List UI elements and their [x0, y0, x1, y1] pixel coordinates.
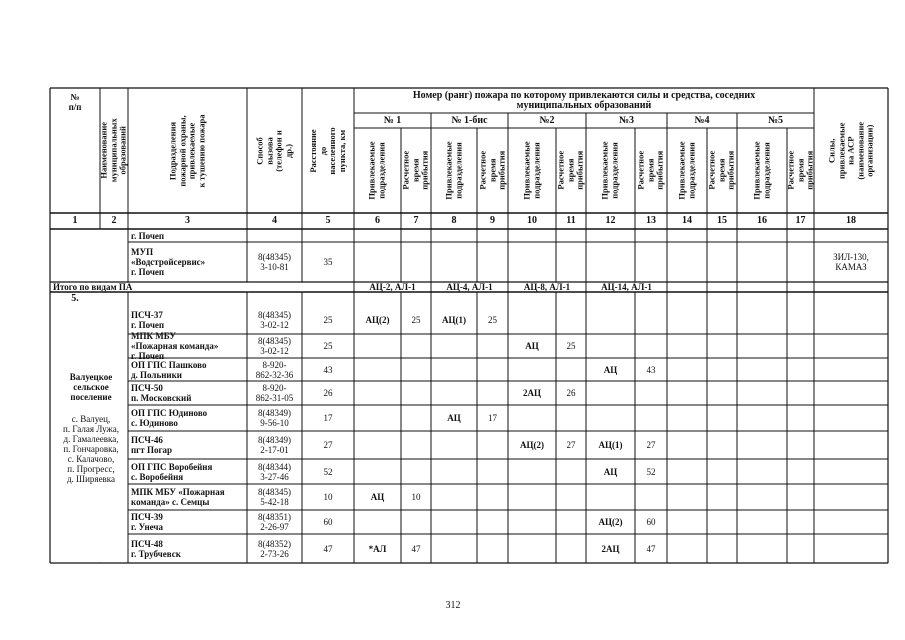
- header-sub-units-label: Привлекаемые подразделения: [751, 141, 771, 200]
- header-sub-time-label: Расчетное время прибытия: [785, 150, 815, 191]
- rank-cell-c11: 25: [566, 341, 576, 351]
- fire-unit-phone: 8(48344) 3-27-46: [258, 461, 291, 482]
- rank-cell-c10: АЦ(2): [520, 440, 544, 450]
- fire-unit-name: ПСЧ-48 г. Трубчевск: [131, 538, 181, 559]
- fire-unit-distance: 17: [323, 413, 333, 423]
- column-number-7: 7: [413, 215, 419, 226]
- rank-cell-c12: 2АЦ: [601, 543, 620, 554]
- rank-cell-c13: 60: [646, 517, 656, 527]
- fire-unit-distance: 43: [323, 364, 333, 375]
- fire-unit-distance: 60: [323, 517, 333, 527]
- header-sub-units-label: Привлекаемые подразделения: [443, 141, 463, 200]
- fire-unit-name: ОП ГПС Пашково д. Польники: [131, 359, 207, 380]
- header-sub-time-label: Расчетное время прибытия: [706, 150, 736, 191]
- header-sub-time: [635, 128, 667, 213]
- rank-cell-c8: АЦ: [447, 413, 461, 423]
- fire-unit-name: ПСЧ-37 г. Почеп: [131, 310, 165, 330]
- column-number-13: 13: [646, 215, 656, 226]
- rank-cell-c8: АЦ(1): [442, 315, 466, 325]
- rank-cell-c7: 25: [411, 315, 421, 325]
- column-number-3: 3: [185, 215, 190, 226]
- header-sub-units: [431, 128, 477, 213]
- rank-cell-c12: АЦ: [603, 364, 618, 375]
- rank-cell-c9: 17: [488, 413, 497, 423]
- fire-unit-name: ПСЧ-46 пгт Погар: [131, 435, 173, 455]
- header-asr-forces-label: Силы, привлекаемые на АСР (наименование организации): [826, 121, 875, 180]
- header-sub-time: [556, 128, 586, 213]
- rank-cell-c13: 52: [646, 466, 656, 477]
- header-distance-label: Расстояние до населенного пункта, км: [308, 126, 347, 175]
- fire-unit-name: ОП ГПС Воробейня с. Воробейня: [131, 461, 213, 482]
- fire-unit-phone: 8(48345) 5-42-18: [258, 487, 291, 507]
- header-rank-3: №2: [539, 114, 555, 126]
- header-municipalities-label: Наименование муниципальных образований: [98, 118, 128, 183]
- header-sub-time: [401, 128, 431, 213]
- column-number-8: 8: [451, 215, 457, 226]
- rank-cell-c13: 43: [646, 364, 656, 375]
- totals-rank-1bis: АЦ-4, АЛ-1: [446, 282, 493, 292]
- rank-cell-c13: 47: [646, 543, 656, 554]
- totals-rank-2: АЦ-8, АЛ-1: [523, 282, 571, 292]
- column-number-17: 17: [795, 215, 806, 226]
- rank-cell-c11: 27: [566, 440, 576, 450]
- column-number-1: 1: [72, 215, 78, 226]
- header-sub-time: [477, 128, 508, 213]
- header-rank-6: №5: [767, 114, 784, 126]
- fire-unit-distance: 47: [323, 543, 333, 554]
- header-sub-units: [354, 128, 401, 213]
- fire-unit-distance: 25: [323, 315, 333, 325]
- header-fire-units-label: Подразделения пожарной охраны, привлекаемые к тушению пожара: [167, 113, 206, 188]
- header-rank-5: №4: [694, 114, 710, 126]
- header-sub-time-label: Расчетное время прибытия: [635, 150, 665, 191]
- column-number-10: 10: [527, 215, 537, 226]
- fire-unit-phone: 8(48352) 2-73-26: [258, 538, 291, 559]
- totals-rank-3: АЦ-14, АЛ-1: [601, 282, 652, 292]
- section-municipality-places: с. Валуец, п. Галая Лужа, д. Гамалеевка, п. Гончаровка, с. Калачово, п. Прогресс, д. Ширяевка: [63, 414, 119, 484]
- header-call-method: [247, 88, 302, 213]
- section-municipality-name: Валуецкое сельское поселение: [69, 372, 113, 402]
- header-sub-units-label: Привлекаемые подразделения: [600, 141, 620, 200]
- fire-unit-distance: 10: [323, 492, 333, 502]
- header-sub-time: [707, 128, 737, 213]
- rank-cell-c11: 26: [566, 388, 576, 398]
- header-sub-units-label: Привлекаемые подразделения: [367, 141, 387, 200]
- column-number-9: 9: [490, 215, 495, 226]
- rank-cell-c9: 25: [488, 315, 497, 325]
- column-number-11: 11: [566, 215, 576, 226]
- column-number-16: 16: [757, 215, 767, 226]
- fire-unit-distance: 26: [323, 388, 333, 398]
- column-number-18: 18: [846, 215, 856, 226]
- header-sub-units-label: Привлекаемые подразделения: [676, 141, 696, 200]
- column-number-5: 5: [325, 215, 331, 226]
- rank-cell-c12: АЦ(2): [598, 517, 623, 527]
- fire-unit-phone: 8(48351) 2-26-97: [258, 512, 291, 532]
- merged-cell-mask: [99, 230, 102, 281]
- totals-label: Итого по видам ПА: [53, 282, 133, 292]
- column-number-12: 12: [605, 215, 616, 226]
- top-row-2-unit: МУП «Водстройсервис» г. Почеп: [131, 247, 206, 277]
- rank-cell-c6: *АЛ: [368, 543, 387, 554]
- section-number: 5.: [71, 293, 79, 304]
- header-sub-time-label: Расчетное время прибытия: [400, 150, 430, 191]
- merged-cell-mask: [301, 283, 304, 291]
- column-number-14: 14: [682, 215, 692, 226]
- header-rank-1: № 1: [383, 114, 402, 126]
- header-distance: [302, 88, 354, 213]
- header-rank-2: № 1-бис: [451, 114, 488, 126]
- column-number-6: 6: [375, 215, 380, 226]
- header-call-method-label: Способ вызова (телефон и др.): [254, 129, 293, 172]
- top-row-2-distance: 35: [323, 257, 333, 267]
- page-number: 312: [445, 600, 461, 611]
- fire-unit-phone: 8-920- 862-31-05: [255, 383, 294, 403]
- fire-unit-phone: 8(48349) 2-17-01: [258, 435, 291, 455]
- fire-unit-name: ПСЧ-39 г. Унеча: [131, 512, 163, 532]
- fire-unit-distance: 27: [323, 440, 333, 450]
- header-fire-units: [128, 88, 247, 213]
- fire-unit-name: ОП ГПС Юдиново с. Юдиново: [131, 408, 208, 428]
- top-row-2-phone: 8(48345) 3-10-81: [258, 252, 291, 272]
- column-number-4: 4: [272, 215, 277, 226]
- header-rank-title: Номер (ранг) пожара по которому привлекаются силы и средства, соседних муниципальных образований: [412, 89, 756, 111]
- header-sub-units: [586, 128, 635, 213]
- fire-unit-phone: 8(48349) 9-56-10: [258, 408, 291, 428]
- header-sub-units: [737, 128, 787, 213]
- column-number-2: 2: [111, 215, 117, 226]
- rank-cell-c7: 47: [411, 543, 421, 554]
- header-sub-time-label: Расчетное время прибытия: [477, 150, 507, 191]
- header-sub-time-label: Расчетное время прибытия: [555, 150, 585, 191]
- rank-cell-c12: АЦ: [603, 466, 618, 477]
- rank-cell-c7: 10: [411, 492, 421, 502]
- totals-rank-1: АЦ-2, АЛ-1: [369, 282, 416, 292]
- rank-cell-c13: 27: [646, 440, 656, 450]
- fire-unit-phone: 8(48345) 3-02-12: [258, 336, 291, 356]
- rank-cell-c10: АЦ: [525, 341, 539, 351]
- rank-cell-c10: 2АЦ: [523, 388, 541, 398]
- header-num: № п/п: [68, 92, 82, 112]
- header-sub-units: [508, 128, 556, 213]
- header-asr-forces: [814, 88, 888, 213]
- column-number-15: 15: [717, 215, 727, 226]
- header-municipalities: [100, 88, 128, 213]
- top-row-1-unit: г. Почеп: [131, 230, 165, 241]
- header-rank-4: №3: [618, 114, 635, 126]
- fire-unit-phone: 8-920- 862-32-36: [255, 359, 294, 380]
- fire-unit-name: ПСЧ-50 п. Московский: [131, 383, 192, 403]
- fire-unit-name: МПК МБУ «Пожарная команда» с. Семцы: [131, 487, 225, 507]
- fire-unit-phone: 8(48345) 3-02-12: [258, 310, 291, 330]
- fire-unit-distance: 25: [323, 341, 333, 351]
- header-sub-time: [787, 128, 814, 213]
- fire-unit-distance: 52: [323, 466, 333, 477]
- rank-cell-c12: АЦ(1): [598, 440, 623, 450]
- fire-unit-name: МПК МБУ «Пожарная команда» г. Почеп: [131, 331, 219, 361]
- rank-cell-c6: АЦ: [370, 492, 385, 502]
- top-row-2-asr: ЗИЛ-130, КАМАЗ: [833, 252, 869, 272]
- header-sub-units-label: Привлекаемые подразделения: [521, 141, 541, 200]
- header-sub-units: [667, 128, 707, 213]
- rank-cell-c6: АЦ(2): [365, 315, 390, 325]
